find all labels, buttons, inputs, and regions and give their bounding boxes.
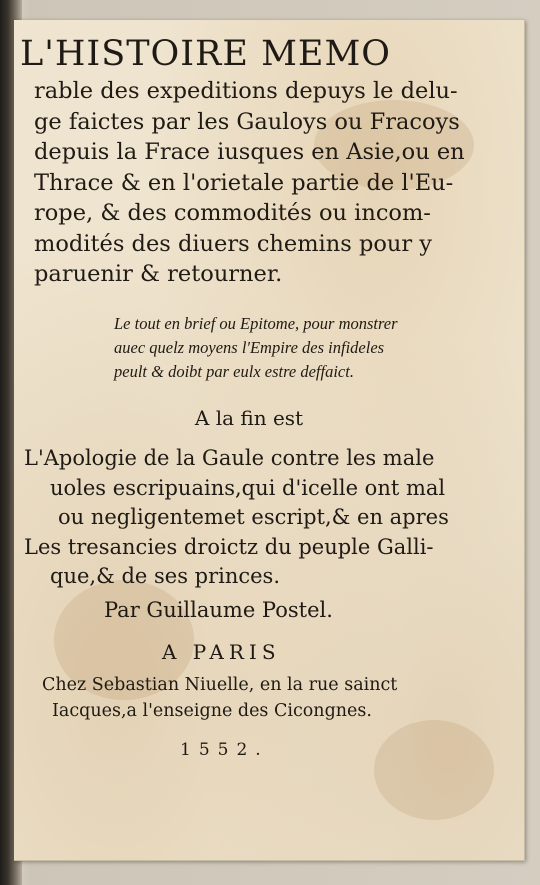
end-note: A la fin est	[194, 406, 304, 430]
imprint-year: 1552.	[180, 740, 269, 760]
imprint-line: Chez Sebastian Niuelle, en la rue sainct	[42, 675, 398, 695]
description-line: Thrace & en l'orietale partie de l'Eu-	[34, 169, 454, 196]
imprint-publisher	[42, 672, 502, 724]
author-line: Par Guillaume Postel.	[104, 598, 333, 622]
description-line: rable des expeditions depuys le delu-	[34, 78, 458, 104]
imprint-place: A PARIS	[162, 640, 281, 664]
epitome-line: peult & doibt par eulx estre deffaict.	[114, 362, 354, 381]
title-description	[34, 76, 514, 290]
description-line: rope, & des commodités ou incom-	[34, 200, 431, 226]
paper-stain	[374, 720, 494, 820]
epitome-line: auec quelz moyens l'Empire des infideles	[114, 338, 385, 357]
apology-section	[24, 444, 504, 592]
apology-line: ou negligentemet escript,& en apres	[58, 505, 449, 529]
epitome-line: Le tout en brief ou Epitome, pour monstrer	[114, 314, 398, 333]
description-line: depuis la Frace iusques en Asie,ou en	[34, 139, 465, 165]
imprint-line: Iacques,a l'enseigne des Cicongnes.	[52, 701, 372, 721]
description-line: paruenir & retourner.	[34, 261, 283, 287]
apology-line: que,& de ses princes.	[50, 564, 281, 588]
description-line: modités des diuers chemins pour y	[34, 230, 433, 257]
epitome-note	[114, 312, 484, 384]
apology-line: L'Apologie de la Gaule contre les male	[24, 446, 435, 470]
apology-line: uoles escripuains,qui d'icelle ont mal	[50, 475, 446, 500]
apology-line: Les tresancies droictz du peuple Galli-	[24, 534, 434, 559]
title-page	[14, 20, 525, 861]
book-title: L'HISTOIRE MEMO	[20, 34, 391, 74]
description-line: ge faictes par les Gauloys ou Fracoys	[34, 108, 460, 135]
